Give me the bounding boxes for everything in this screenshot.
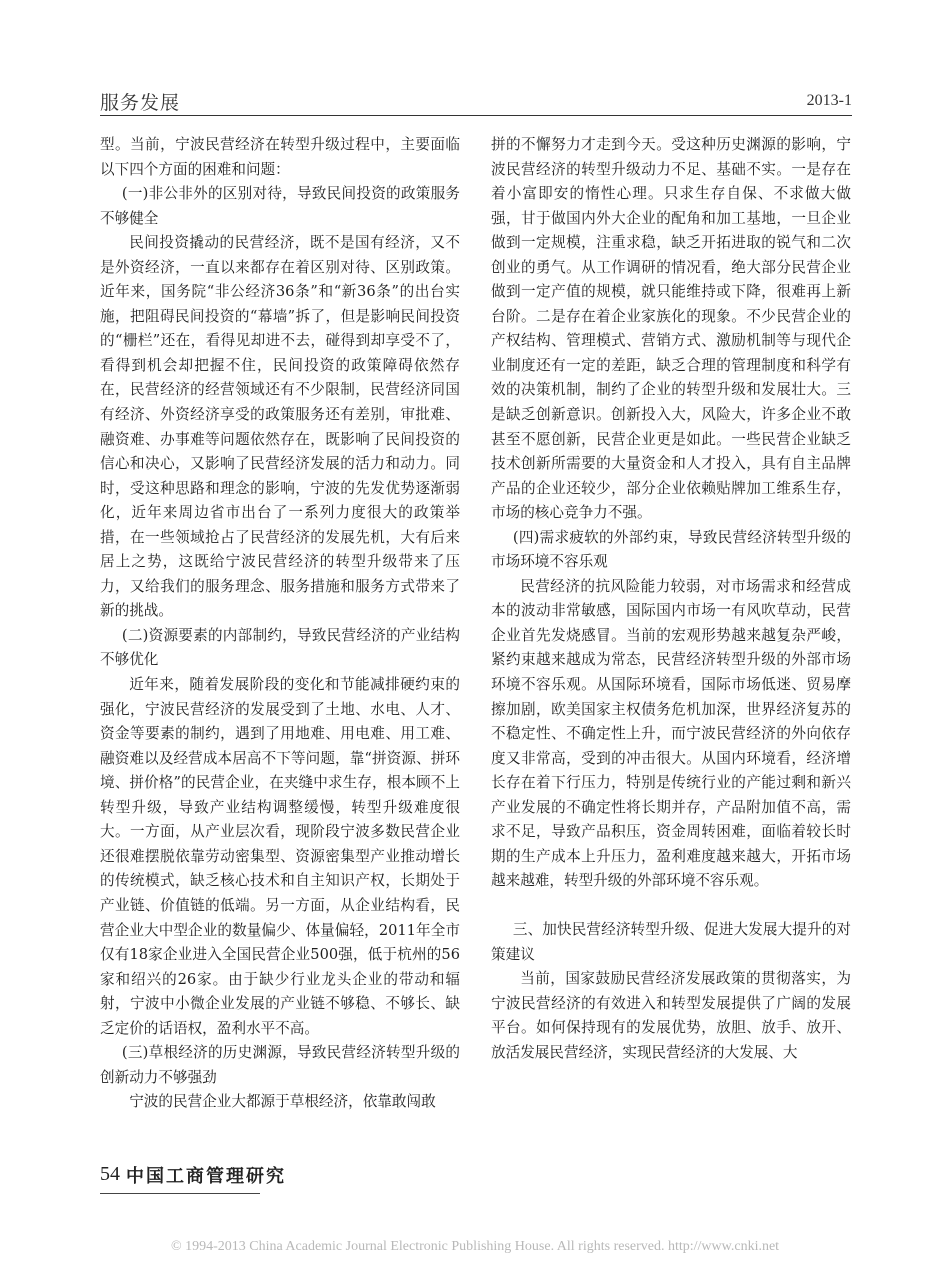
paragraph: 型。当前，宁波民营经济在转型升级过程中，主要面临以下四个方面的困难和问题： bbox=[100, 136, 460, 178]
subheading: (一)非公非外的区别对待，导致民间投资的政策服务不够健全 bbox=[100, 185, 460, 227]
page-footer bbox=[100, 1163, 400, 1193]
paragraph: 民营经济的抗风险能力较弱，对市场需求和经营成本的波动非常敏感，国际国内市场一有风吹草动，民营企业首先发烧感冒。当前的宏观形势越来越复杂严峻，紧约束越来越成为常态，民营经济转型升级的外部市场环境不容乐观。从国际环境看，国际市场低迷、贸易摩擦加剧，欧美国家主权债务危机加深，世界经济复苏的不稳定性、不确定性上升，而宁波民营经济的外向依存度又非常高，受到的冲击很大。从国内环境看，经济增长存在着下行压力，特别是传统行业的产能过剩和新兴产业发展的不确定性将长期并存，产品附加值不高，需求不足，导致产品积压，资金周转困难，面临着较长时期的生产成本上升压力，盈利难度越来越大，开拓市场越来越难，转型升级的外部环境不容乐观。 bbox=[491, 577, 851, 890]
paragraph: 当前，国家鼓励民营经济发展政策的贯彻落实，为宁波民营经济的有效进入和转型发展提供了广阔的发展平台。如何保持现有的发展优势，放胆、放手、放开、放活发展民营经济，实现民营经济的大发展、大 bbox=[491, 970, 851, 1061]
header-section-title: 服务发展 bbox=[100, 92, 181, 114]
copyright-notice: © 1994-2013 China Academic Journal Electronic Publishing House. All rights reserved. http://www.cnki.net bbox=[170, 1239, 780, 1254]
subheading: (二)资源要素的内部制约，导致民营经济的产业结构不够优化 bbox=[100, 626, 460, 669]
left-column bbox=[100, 133, 460, 1115]
paragraph: 民间投资撬动的民营经济，既不是国有经济，又不是外资经济，一直以来都存在着区别对待、区别政策。近年来，国务院“非公经济36条”和“新36条”的出台实施，把阻碍民间投资的“幕墙”拆了，但是影响民间投资的“栅栏”还在，看得见却进不去，碰得到却享受不了，看得到机会却把握不住，民间投资的政策障碍依然存在，民营经济的经营领域还有不少限制，民营经济同国有经济、外资经济享受的政策服务还有差别，审批难、融资难、办事难等问题依然存在，既影响了民间投资的信心和决心，又影响了民营经济发展的活力和动力。同时，受这种思路和理念的影响，宁波的先发优势逐渐弱化，近年来周边省市出台了一系列力度很大的政策举措，在一些领域抢占了民营经济的发展先机，大有后来居上之势，这既给宁波民营经济的转型升级带来了压力，又给我们的服务理念、服务措施和服务方式带来了新的挑战。 bbox=[100, 234, 460, 620]
subheading: (四)需求疲软的外部约束，导致民营经济转型升级的市场环境不容乐观 bbox=[491, 528, 851, 571]
header-issue: 2013-1 bbox=[806, 92, 852, 109]
page-number: 54 bbox=[100, 1163, 120, 1185]
paragraph: 拼的不懈努力才走到今天。受这种历史渊源的影响，宁波民营经济的转型升级动力不足、基础不实。一是存在着小富即安的惰性心理。只求生存自保、不求做大做强，甘于做国内外大企业的配角和加工基地，一旦企业做到一定规模，注重求稳，缺乏开拓进取的锐气和二次创业的勇气。从工作调研的情况看，绝大部分民营企业做到一定产值的规模，就只能维持或下降，很难再上新台阶。二是存在着企业家族化的现象。不少民营企业的产权结构、管理模式、营销方式、激励机制等与现代企业制度还有一定的差距，缺乏合理的管理制度和科学有效的决策机制，制约了企业的转型升级和发展壮大。三是缺乏创新意识。创新投入大，风险大，许多企业不敢甚至不愿创新，民营企业更是如此。一些民营企业缺乏技术创新所需要的大量资金和人才投入，具有自主品牌产品的企业还较少，部分企业依赖贴牌加工维系生存，市场的核心竞争力不强。 bbox=[491, 136, 851, 522]
subheading: (三)草根经济的历史渊源，导致民营经济转型升级的创新动力不够强劲 bbox=[100, 1044, 460, 1086]
running-header bbox=[100, 70, 852, 112]
section-heading: 三、加快民营经济转型升级、促进大发展大提升的对策建议 bbox=[491, 920, 851, 963]
header-rule bbox=[100, 115, 852, 116]
journal-name: 中国工商管理研究 bbox=[126, 1166, 286, 1187]
paragraph: 宁波的民营企业大都源于草根经济，依靠敢闯敢 bbox=[129, 1093, 436, 1111]
right-column bbox=[491, 133, 851, 1065]
paragraph: 近年来，随着发展阶段的变化和节能减排硬约束的强化，宁波民营经济的发展受到了土地、水电、人才、资金等要素的制约，遇到了用地难、用电难、用工难、融资难以及经营成本居高不下等问题，靠“拼资源、拼环境、拼价格”的民营企业，在夹缝中求生存，根本顾不上转型升级，导致产业结构调整缓慢，转型升级难度很大。一方面，从产业层次看，现阶段宁波多数民营企业还很难摆脱依靠劳动密集型、资源密集型产业推动增长的传统模式，缺乏核心技术和自主知识产权，长期处于产业链、价值链的低端。另一方面，从企业结构看，民营企业大中型企业的数量偏少、体量偏轻，2011年全市仅有18家企业进入全国民营企业500强，低于杭州的56家和绍兴的26家。由于缺少行业龙头企业的带动和辐射，宁波中小微企业发展的产业链不够稳、不够长、缺乏定价的话语权，盈利水平不高。 bbox=[100, 676, 460, 1037]
footer-rule bbox=[100, 1193, 260, 1194]
